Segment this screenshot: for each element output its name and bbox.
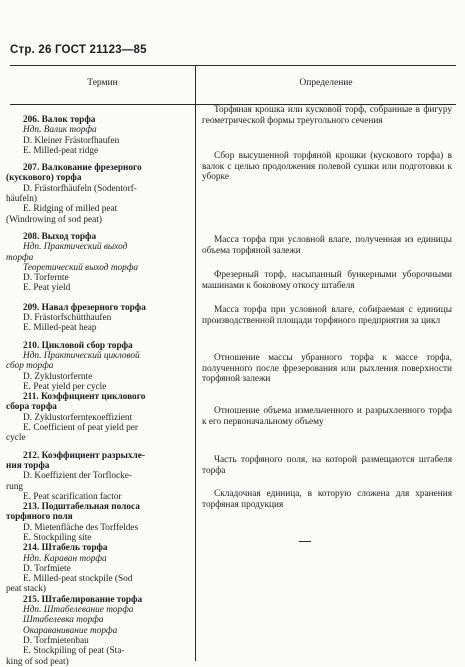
term-line: 208. Выход торфа xyxy=(23,231,97,242)
term-line: E. Peat yield per cycle xyxy=(23,381,107,392)
terms-column xyxy=(6,108,191,667)
definition-206: Торфяная крошка или кусковой торф, собранные в фигуру геометрической формы треугольного сечения xyxy=(202,105,452,126)
term-line: 209. Навал фрезерного торфа xyxy=(23,302,146,313)
term-line: сбор торфа xyxy=(6,361,54,372)
term-line: торфа xyxy=(6,252,34,263)
term-line: D. Torfernte xyxy=(23,273,69,284)
term-line: D. Mietenfläche des Torffeldes xyxy=(23,522,139,533)
term-line: rung xyxy=(6,481,24,492)
definition-211: Отношение массы убранного торфа к массе торфа, полученного после фрезерования или рыхления поверхности торфяной залежи xyxy=(202,353,452,385)
term-line: Ндп. Практический цикловой xyxy=(23,350,140,361)
term-line: E. Peat scarification factor xyxy=(23,491,122,502)
definition-209: Фрезерный торф, насыпанный бункерными уборочными машинами к боковому откосу штабеля xyxy=(202,270,452,291)
term-line: 214. Штабель торфа xyxy=(23,543,108,554)
term-line: E. Stockpiling of peat (Sta- xyxy=(23,646,125,657)
term-line: häufeln) xyxy=(6,194,37,205)
term-entry xyxy=(6,163,191,225)
term-line: peat stack) xyxy=(6,584,47,595)
term-line: D. Zyklustorfernteкoeffizient xyxy=(23,412,133,423)
term-line: (Windrowing of sod peat) xyxy=(6,214,102,225)
definition-212: Отношение объема измельченного и разрыхленного торфа к его первоначальному объему xyxy=(202,406,452,427)
term-line: D. Torfmietenbau xyxy=(23,635,89,646)
term-line: D. Frästorfhäufeln (Sodentorf- xyxy=(23,183,137,194)
definition-213: Часть торфяного поля, на которой размещаются штабеля торфа xyxy=(202,455,452,476)
term-line: Ндп. Штабелевание торфа xyxy=(23,605,134,616)
term-entry xyxy=(23,115,191,156)
term-line: (кускового) торфа xyxy=(6,173,82,184)
term-line: 210. Цикловой сбор торфа xyxy=(23,340,133,351)
term-line: Окараванивание торфа xyxy=(23,625,118,636)
definition-214-215: Складочная единица, в которую сложена для хранения торфяная продукция xyxy=(202,489,452,510)
term-entry xyxy=(6,340,191,444)
term-line: D. Frästorfschütthaufen xyxy=(23,313,112,324)
term-line: E. Milled-peat ridge xyxy=(23,145,99,156)
term-line: D. Kleiner Frästorfhaufen xyxy=(23,135,120,146)
term-line: E. Milled-peat stockpile (Sod xyxy=(23,574,133,585)
column-header-term: Термин xyxy=(87,78,118,88)
term-line: E. Stockpiling site xyxy=(23,532,92,543)
term-line: сбора торфа xyxy=(6,402,57,413)
term-line: E. Ridging of milled peat xyxy=(23,204,118,215)
term-line: E. Coefficient of peat yield per xyxy=(23,423,138,434)
term-line: 215. Штабелирование торфа xyxy=(23,594,143,605)
term-line: 207. Валкование фрезерного xyxy=(23,163,142,174)
term-line: ния торфа xyxy=(6,460,50,471)
term-line: Теоретический выход торфа xyxy=(23,262,139,273)
end-dash xyxy=(299,541,311,542)
term-line: 211. Коэффициент циклового xyxy=(23,392,146,403)
term-line: D. Zyklustorfernte xyxy=(23,371,93,382)
definition-208: Масса торфа при условной влаге, полученная из единицы объема торфяной залежи xyxy=(202,235,452,256)
term-entry xyxy=(6,450,191,667)
term-line: Ндп. Валик торфа xyxy=(23,125,97,136)
term-line: D. Torfmiete xyxy=(23,563,71,574)
term-line: торфяного поля xyxy=(6,512,73,523)
term-line: 206. Валок торфа xyxy=(23,115,96,125)
definition-207: Сбор высушенной торфяной крошки (кускового торфа) в валок с целью продолжения полевой сушки или подготовки к уборке xyxy=(202,151,452,183)
term-line: Ндп. Караван торфа xyxy=(23,553,107,564)
term-line: cycle xyxy=(6,433,26,444)
term-line: king of sod peat) xyxy=(6,656,69,667)
page-header: Стр. 26 ГОСТ 21123—85 xyxy=(10,44,147,56)
column-divider xyxy=(195,65,196,661)
term-line: E. Peat yield xyxy=(23,283,71,294)
term-line: 213. Подштабельная полоса xyxy=(23,502,140,513)
term-entry xyxy=(6,231,191,294)
term-entry xyxy=(23,303,191,334)
definition-210: Масса торфа при условной влаге, собираемая с единицы производственной площади торфяного предприятия за цикл xyxy=(202,305,452,326)
term-line: E. Milled-peat heap xyxy=(23,323,97,334)
term-line: Ндп. Практический выход xyxy=(23,242,128,253)
term-line: D. Koeffizient der Torflocke- xyxy=(23,471,132,482)
column-header-definition: Определение xyxy=(299,78,353,88)
term-line: 212. Коэффициент разрыхле- xyxy=(23,450,145,461)
term-line: Штабелевка торфа xyxy=(23,615,104,626)
